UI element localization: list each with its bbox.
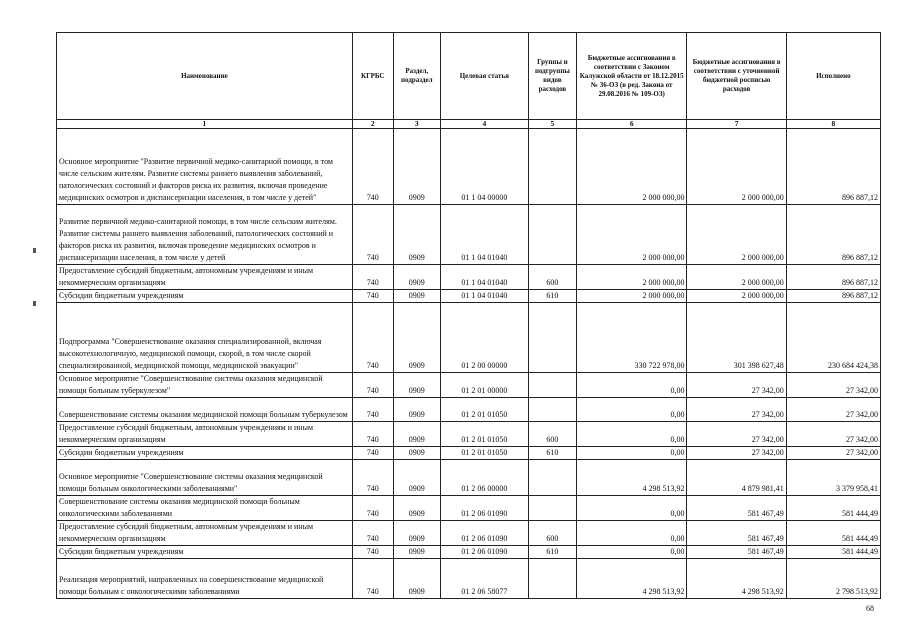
row-executed: 896 887,12 [786,129,880,205]
row-kgrbs: 740 [352,290,393,303]
row-target-article: 01 1 04 01040 [440,290,528,303]
row-executed: 581 444,49 [786,496,880,521]
column-number: 8 [786,120,880,129]
row-kgrbs: 740 [352,460,393,496]
header-budget-updated: Бюджетные ассигнования в соответствии с уточненной бюджетной росписью расходов [687,33,786,120]
row-budget-updated: 2 000 000,00 [687,265,786,290]
row-target-article: 01 2 01 01050 [440,398,528,422]
row-budget-law: 4 298 513,92 [576,460,687,496]
margin-mark [33,301,36,306]
row-name: Подпрограмма "Совершенствование оказания специализированной, включая высокотехнологичную, медицинской помощи, скорой, в том числе скорой специализированной, медицинской помощи, медицинской эвакуации" [57,303,353,373]
column-number-row [57,120,881,129]
row-name: Совершенствование системы оказания медицинской помощи больным туберкулезом [57,398,353,422]
row-budget-updated: 2 000 000,00 [687,129,786,205]
table-row [57,521,881,546]
table-row [57,265,881,290]
row-budget-law: 0,00 [576,398,687,422]
row-name: Основное мероприятие "Совершенствование системы оказания медицинской помощи больным онкологическими заболеваниями" [57,460,353,496]
row-name: Предоставление субсидий бюджетным, автономным учреждениям и иным некоммерческим организациям [57,265,353,290]
row-expense-group [528,496,576,521]
row-expense-group [528,373,576,398]
row-section: 0909 [393,265,440,290]
row-kgrbs: 740 [352,559,393,599]
row-kgrbs: 740 [352,422,393,447]
row-budget-law: 2 000 000,00 [576,205,687,265]
header-section: Раздел, подраздел [393,33,440,120]
row-name: Основное мероприятие "Развитие первичной медико-санитарной помощи, в том числе сельским жителям. Развитие системы раннего выявления заболеваний, патологических состояний и факторов риска их развития, включая проведение медицинских осмотров и диспансеризации населения, в том числе у детей" [57,129,353,205]
row-budget-law: 0,00 [576,422,687,447]
column-number: 1 [57,120,353,129]
row-target-article: 01 2 06 01090 [440,496,528,521]
table-row [57,129,881,205]
row-executed: 27 342,00 [786,422,880,447]
budget-table [56,32,881,599]
row-section: 0909 [393,398,440,422]
row-section: 0909 [393,129,440,205]
table-row [57,546,881,559]
table-row [57,373,881,398]
row-budget-law: 2 000 000,00 [576,129,687,205]
row-section: 0909 [393,559,440,599]
row-section: 0909 [393,205,440,265]
row-executed: 896 887,12 [786,265,880,290]
row-budget-updated: 2 000 000,00 [687,290,786,303]
row-section: 0909 [393,496,440,521]
margin-mark [33,248,36,253]
row-kgrbs: 740 [352,447,393,460]
row-name: Реализация мероприятий, направленных на совершенствование медицинской помощи больным с онкологическими заболеваниями [57,559,353,599]
row-budget-updated: 4 298 513,92 [687,559,786,599]
row-budget-updated: 27 342,00 [687,447,786,460]
row-executed: 896 887,12 [786,290,880,303]
header-budget-law: Бюджетные ассигнования в соответствии с Законом Калужской области от 18.12.2015 № 36-ОЗ (в ред. Закона от 29.08.2016 № 109-ОЗ) [576,33,687,120]
row-section: 0909 [393,521,440,546]
row-budget-updated: 301 398 627,48 [687,303,786,373]
row-kgrbs: 740 [352,546,393,559]
header-target-article: Целевая статья [440,33,528,120]
row-budget-updated: 27 342,00 [687,373,786,398]
column-number: 5 [528,120,576,129]
row-budget-updated: 581 467,49 [687,496,786,521]
row-name: Развитие первичной медико-санитарной помощи, в том числе сельским жителям. Развитие системы раннего выявления заболеваний, патологических состояний и факторов риска их развития, включая проведение медицинских осмотров и диспансеризации населения, в том числе у детей [57,205,353,265]
row-budget-law: 330 722 978,00 [576,303,687,373]
row-kgrbs: 740 [352,129,393,205]
header-name: Наименование [57,33,353,120]
row-expense-group [528,460,576,496]
row-expense-group [528,559,576,599]
table-row [57,460,881,496]
row-expense-group: 610 [528,290,576,303]
table-header-row [57,33,881,120]
row-executed: 27 342,00 [786,398,880,422]
row-executed: 581 444,49 [786,546,880,559]
row-expense-group [528,129,576,205]
row-budget-updated: 4 879 981,41 [687,460,786,496]
row-budget-law: 2 000 000,00 [576,290,687,303]
row-budget-updated: 27 342,00 [687,422,786,447]
row-budget-law: 4 298 513,92 [576,559,687,599]
row-expense-group: 600 [528,422,576,447]
row-section: 0909 [393,303,440,373]
header-expense-groups: Группы и подгруппы видов расходов [528,33,576,120]
row-target-article: 01 2 06 58077 [440,559,528,599]
row-budget-updated: 2 000 000,00 [687,205,786,265]
row-expense-group: 600 [528,521,576,546]
row-name: Субсидии бюджетным учреждениям [57,546,353,559]
row-executed: 27 342,00 [786,447,880,460]
row-expense-group: 600 [528,265,576,290]
row-target-article: 01 2 01 00000 [440,373,528,398]
table-row [57,303,881,373]
row-expense-group: 610 [528,447,576,460]
row-executed: 27 342,00 [786,373,880,398]
row-expense-group [528,398,576,422]
row-expense-group [528,205,576,265]
row-section: 0909 [393,447,440,460]
row-budget-updated: 581 467,49 [687,546,786,559]
row-budget-law: 0,00 [576,546,687,559]
row-expense-group: 610 [528,546,576,559]
row-budget-law: 0,00 [576,373,687,398]
page-number: 68 [866,604,874,613]
row-target-article: 01 1 04 01040 [440,265,528,290]
row-target-article: 01 2 06 01090 [440,546,528,559]
row-name: Основное мероприятие "Совершенствование системы оказания медицинской помощи больным туберкулезом" [57,373,353,398]
row-budget-law: 0,00 [576,496,687,521]
row-budget-updated: 27 342,00 [687,398,786,422]
header-kgrbs: КГРБС [352,33,393,120]
table-row [57,205,881,265]
row-executed: 2 798 513,92 [786,559,880,599]
row-name: Предоставление субсидий бюджетным, автономным учреждениям и иным некоммерческим организациям [57,422,353,447]
table-row [57,559,881,599]
table-row [57,398,881,422]
row-target-article: 01 2 01 01050 [440,422,528,447]
row-target-article: 01 2 06 01090 [440,521,528,546]
table-row [57,496,881,521]
column-number: 4 [440,120,528,129]
row-executed: 581 444,49 [786,521,880,546]
row-section: 0909 [393,290,440,303]
row-target-article: 01 2 00 00000 [440,303,528,373]
row-executed: 896 887,12 [786,205,880,265]
row-section: 0909 [393,422,440,447]
row-section: 0909 [393,460,440,496]
table-row [57,422,881,447]
row-name: Субсидии бюджетным учреждениям [57,290,353,303]
row-executed: 230 684 424,38 [786,303,880,373]
row-name: Субсидии бюджетным учреждениям [57,447,353,460]
row-target-article: 01 1 04 00000 [440,129,528,205]
row-budget-law: 0,00 [576,521,687,546]
row-kgrbs: 740 [352,303,393,373]
row-executed: 3 379 958,41 [786,460,880,496]
column-number: 3 [393,120,440,129]
row-kgrbs: 740 [352,205,393,265]
column-number: 2 [352,120,393,129]
row-section: 0909 [393,373,440,398]
row-kgrbs: 740 [352,496,393,521]
row-kgrbs: 740 [352,373,393,398]
column-number: 6 [576,120,687,129]
row-name: Предоставление субсидий бюджетным, автономным учреждениям и иным некоммерческим организациям [57,521,353,546]
table-row [57,447,881,460]
table-row [57,290,881,303]
header-executed: Исполнено [786,33,880,120]
row-name: Совершенствование системы оказания медицинской помощи больным онкологическими заболеваниями [57,496,353,521]
row-target-article: 01 2 06 00000 [440,460,528,496]
row-budget-updated: 581 467,49 [687,521,786,546]
column-number: 7 [687,120,786,129]
row-kgrbs: 740 [352,398,393,422]
row-budget-law: 2 000 000,00 [576,265,687,290]
row-target-article: 01 1 04 01040 [440,205,528,265]
row-kgrbs: 740 [352,265,393,290]
row-section: 0909 [393,546,440,559]
row-budget-law: 0,00 [576,447,687,460]
row-expense-group [528,303,576,373]
row-target-article: 01 2 01 01050 [440,447,528,460]
row-kgrbs: 740 [352,521,393,546]
